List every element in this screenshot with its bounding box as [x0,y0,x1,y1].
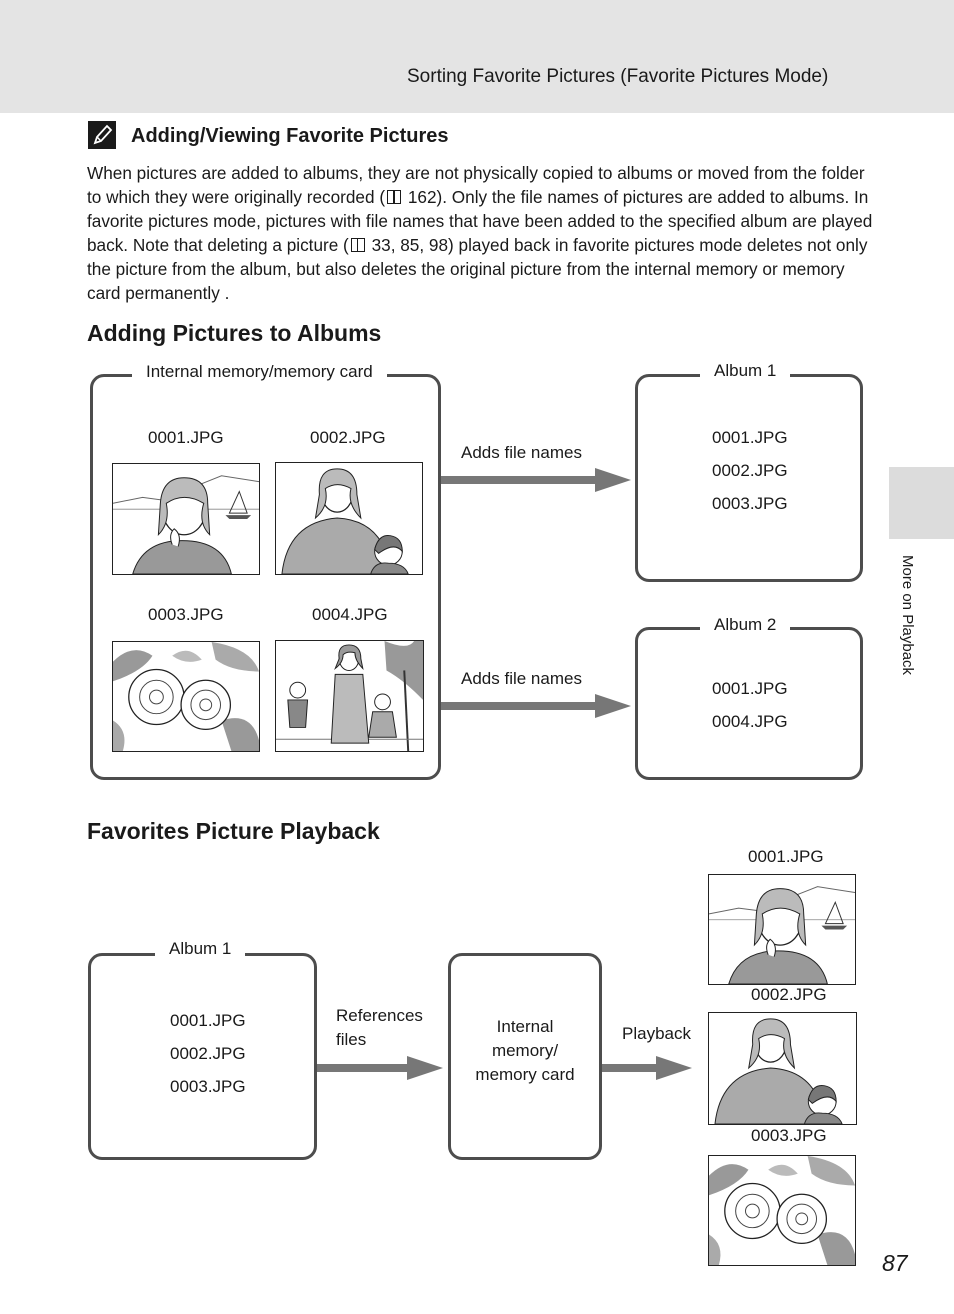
photo-filename: 0002.JPG [751,985,827,1004]
photo-filename: 0001.JPG [748,847,824,866]
references-label: files [336,1030,367,1049]
memory-label: Internal [496,1017,554,1036]
album-1-label: Album 1 [700,361,790,381]
photo-filename: 0003.JPG [751,1126,827,1145]
note-body-text: 33, 85, 98) played back in favorite pictures mode deletes not only the picture from the album, but also deletes the original picture from the internal memory or memory card permanently . [87,235,868,303]
adds-file-names-label: Adds file names [461,443,582,462]
side-tab-label: More on Playback [899,555,916,676]
photo-filename: 0002.JPG [310,428,386,447]
note-body-text: 162). Only the file names of pictures are added to albums. In favorite pictures mode, pictures with file names that have been added to the specified album are played back. Note that deleting a picture ( [87,187,873,255]
section-title: Sorting Favorite Pictures (Favorite Pictures Mode) [407,66,829,87]
reference-book-icon [351,238,365,252]
right-arrow-icon [602,1056,694,1080]
album-2-box [635,627,863,780]
playback-label: Playback [622,1024,691,1043]
album-file: 0001.JPG [712,679,788,698]
playback-heading: Favorites Picture Playback [87,818,380,844]
photo-filename: 0003.JPG [148,605,224,624]
reference-book-icon [387,190,401,204]
woman-portrait-photo [112,463,260,575]
album-file: 0002.JPG [712,461,788,480]
album-file: 0003.JPG [712,494,788,513]
note-title: Adding/Viewing Favorite Pictures [131,125,449,147]
right-arrow-icon [441,694,633,718]
flowers-photo [708,1155,856,1266]
note-body [87,161,877,305]
album-file: 0003.JPG [170,1077,246,1096]
header-band [0,0,954,113]
references-label: References [336,1006,423,1025]
adding-heading: Adding Pictures to Albums [87,320,382,346]
note-body-text: When pictures are added to albums, they are not physically copied to albums or moved from the folder to which they were originally recorded ( [87,163,865,207]
playback-album-label: Album 1 [155,939,245,959]
album-file: 0001.JPG [712,428,788,447]
page-number: 87 [882,1250,908,1276]
woman-with-child-photo [708,1012,857,1125]
memory-label: memory/ [491,1041,559,1060]
right-arrow-icon [317,1056,445,1080]
side-tab [889,467,954,539]
album-file: 0004.JPG [712,712,788,731]
woman-portrait-photo [708,874,856,985]
memory-label: memory card [475,1065,575,1084]
pencil-note-icon [88,121,116,149]
adds-file-names-label: Adds file names [461,669,582,688]
right-arrow-icon [441,468,633,492]
flowers-photo [112,641,260,752]
photo-filename: 0004.JPG [312,605,388,624]
woman-with-child-photo [275,462,423,575]
family-photo [275,640,424,752]
album-file: 0002.JPG [170,1044,246,1063]
photo-filename: 0001.JPG [148,428,224,447]
album-2-label: Album 2 [700,615,790,635]
album-file: 0001.JPG [170,1011,246,1030]
source-storage-label: Internal memory/memory card [132,362,387,382]
